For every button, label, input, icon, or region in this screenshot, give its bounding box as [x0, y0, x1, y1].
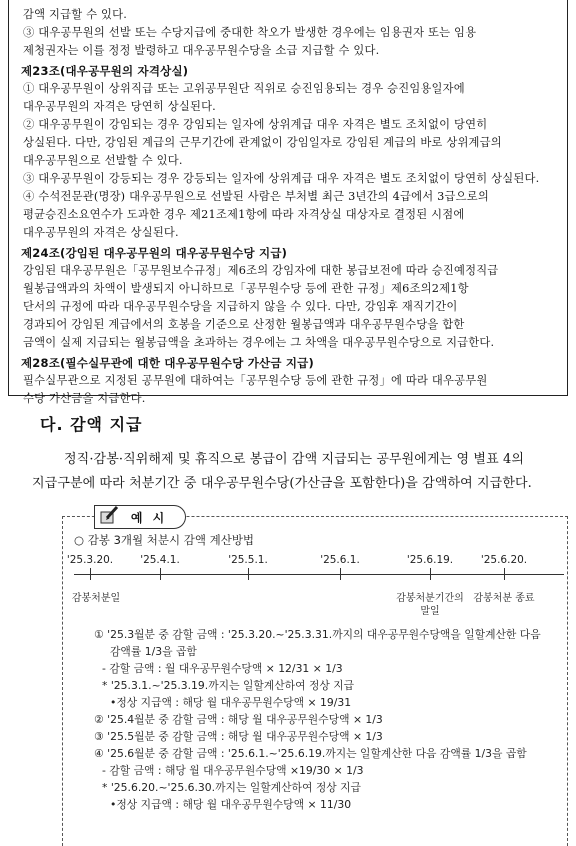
calculation-step: •정상 지급액 : 해당 월 대우공무원수당액 × 19/31 — [110, 696, 352, 709]
timeline-line — [74, 574, 564, 575]
article-text-line: 감액 지급할 수 있다. — [23, 8, 128, 21]
timeline — [66, 554, 564, 626]
timeline-date: '25.4.1. — [140, 554, 180, 566]
calculation-step: - 감할 금액 : 월 대우공무원수당액 × 12/31 × 1/3 — [102, 662, 343, 675]
timeline-label: 감봉처분기간의 말일 — [396, 593, 464, 617]
calculation-steps — [80, 626, 560, 813]
calculation-step: ② '25.4월분 중 감할 금액 : 해당 월 대우공무원수당액 × 1/3 — [94, 713, 383, 726]
calculation-step: * '25.6.20.~'25.6.30.까지는 일할계산하여 정상 지급 — [102, 781, 361, 794]
example-tab-label: 예 시 — [130, 510, 168, 525]
example-subtitle: ○ 감봉 3개월 처분시 감액 계산방법 — [74, 533, 255, 547]
article-text-line: 평균승진소요연수가 도과한 경우 제21조제1항에 따라 자격상실 대상자로 결정된 시점에 — [23, 208, 465, 221]
calculation-step: ④ '25.6월분 중 감할 금액 : '25.6.1.~'25.6.19.까지는 일할계산한 다음 감액률 1/3을 곱함 — [94, 747, 527, 760]
timeline-tick — [340, 568, 341, 580]
calculation-step: * '25.3.1.~'25.3.19.까지는 일할계산하여 정상 지급 — [102, 679, 355, 692]
timeline-date: '25.5.1. — [228, 554, 268, 566]
timeline-tick — [248, 568, 249, 580]
timeline-date: '25.3.20. — [66, 554, 114, 566]
article-heading: 제23조(대우공무원의 자격상실) — [21, 64, 189, 78]
calculation-step: - 감할 금액 : 해당 월 대우공무원수당액 ×19/30 × 1/3 — [102, 764, 364, 777]
article-text-line: 강임된 대우공무원은「공무원보수규정」제6조의 강임자에 대한 봉급보전에 따라 승진예정직급 — [23, 264, 499, 277]
pencil-note-icon — [98, 504, 120, 526]
article-text-line: ① 대우공무원이 상위직급 또는 고위공무원단 직위로 승진임용되는 경우 승진임용일자에 — [23, 82, 465, 95]
calculation-step: 감액률 1/3을 곱함 — [110, 645, 197, 658]
article-text-line: 대우공무원으로 선발할 수 있다. — [23, 154, 183, 167]
article-text-line: 단서의 규정에 따라 대우공무원수당을 지급하지 않을 수 있다. 다만, 강임후 재직기간이 — [23, 300, 458, 313]
timeline-label: 감봉처분일 — [71, 593, 121, 604]
timeline-tick — [430, 568, 431, 580]
article-text-line: 수당 가산금을 지급한다. — [23, 392, 146, 405]
paragraph-line: 정직·감봉·직위해제 및 휴직으로 봉급이 감액 지급되는 공무원에게는 영 별표 4의 — [64, 452, 524, 467]
article-text-line: ③ 대우공무원이 강등되는 경우 강등되는 일자에 상위계급 대우 자격은 별도 조치없이 당연히 상실된다. — [23, 172, 540, 185]
section-title: 다. 감액 지급 — [40, 415, 143, 434]
article-text-line: 금액이 실제 지급되는 월봉급액을 초과하는 경우에는 그 차액을 대우공무원수당으로 지급한다. — [23, 336, 495, 349]
timeline-tick — [90, 568, 91, 580]
timeline-date: '25.6.20. — [480, 554, 528, 566]
article-text-line: 제청권자는 이를 정정 발령하고 대우공무원수당을 소급 지급할 수 있다. — [23, 44, 380, 57]
article-heading: 제24조(강임된 대우공무원의 대우공무원수당 지급) — [21, 246, 288, 260]
section-paragraph — [32, 448, 570, 496]
article-text-line: ③ 대우공무원의 선발 또는 수당지급에 중대한 착오가 발생한 경우에는 임용권자 또는 임용 — [23, 26, 477, 39]
article-text-line: 월봉급액과의 차액이 발생되지 아니하므로「공무원수당 등에 관한 규정」제6조의2제1항 — [23, 282, 469, 295]
calculation-step: •정상 지급액 : 해당 월 대우공무원수당액 × 11/30 — [110, 798, 352, 811]
article-text-line: 대우공무원의 자격은 당연히 상실된다. — [23, 100, 216, 113]
article-text-line: ④ 수석전문관(명장) 대우공무원으로 선발된 사람은 부처별 최근 3년간의 4급에서 3급으로의 — [23, 190, 489, 203]
timeline-tick — [504, 568, 505, 580]
article-text-line: 경과되어 강임된 계급에서의 호봉을 기준으로 산정한 월봉급액과 대우공무원수당을 합한 — [23, 318, 465, 331]
timeline-date: '25.6.19. — [406, 554, 454, 566]
article-text-line: 필수실무관으로 지정된 공무원에 대하여는「공무원수당 등에 관한 규정」에 따라 대우공무원 — [23, 374, 488, 387]
article-text-line: 상실된다. 다만, 강임된 계급의 근무기간에 관계없이 강임일자로 강임된 계급의 바로 상위계급의 — [23, 136, 502, 149]
paragraph-line: 지급구분에 따라 처분기간 중 대우공무원수당(가산금을 포함한다)을 감액하여 지급한다. — [32, 476, 532, 491]
timeline-label: 감봉처분 종료 — [473, 593, 535, 604]
article-text-line: 대우공무원의 자격은 상실된다. — [23, 226, 179, 239]
timeline-date: '25.6.1. — [320, 554, 360, 566]
regulation-box — [8, 0, 568, 405]
calculation-step: ① '25.3월분 중 감할 금액 : '25.3.20.~'25.3.31.까지의 대우공무원수당액을 일할계산한 다음 — [94, 628, 541, 641]
article-text-line: ② 대우공무원이 강임되는 경우 강임되는 일자에 상위계급 대우 자격은 별도 조치없이 당연히 — [23, 118, 488, 131]
timeline-tick — [160, 568, 161, 580]
article-heading: 제28조(필수실무관에 대한 대우공무원수당 가산금 지급) — [21, 356, 314, 370]
calculation-step: ③ '25.5월분 중 감할 금액 : 해당 월 대우공무원수당액 × 1/3 — [94, 730, 383, 743]
